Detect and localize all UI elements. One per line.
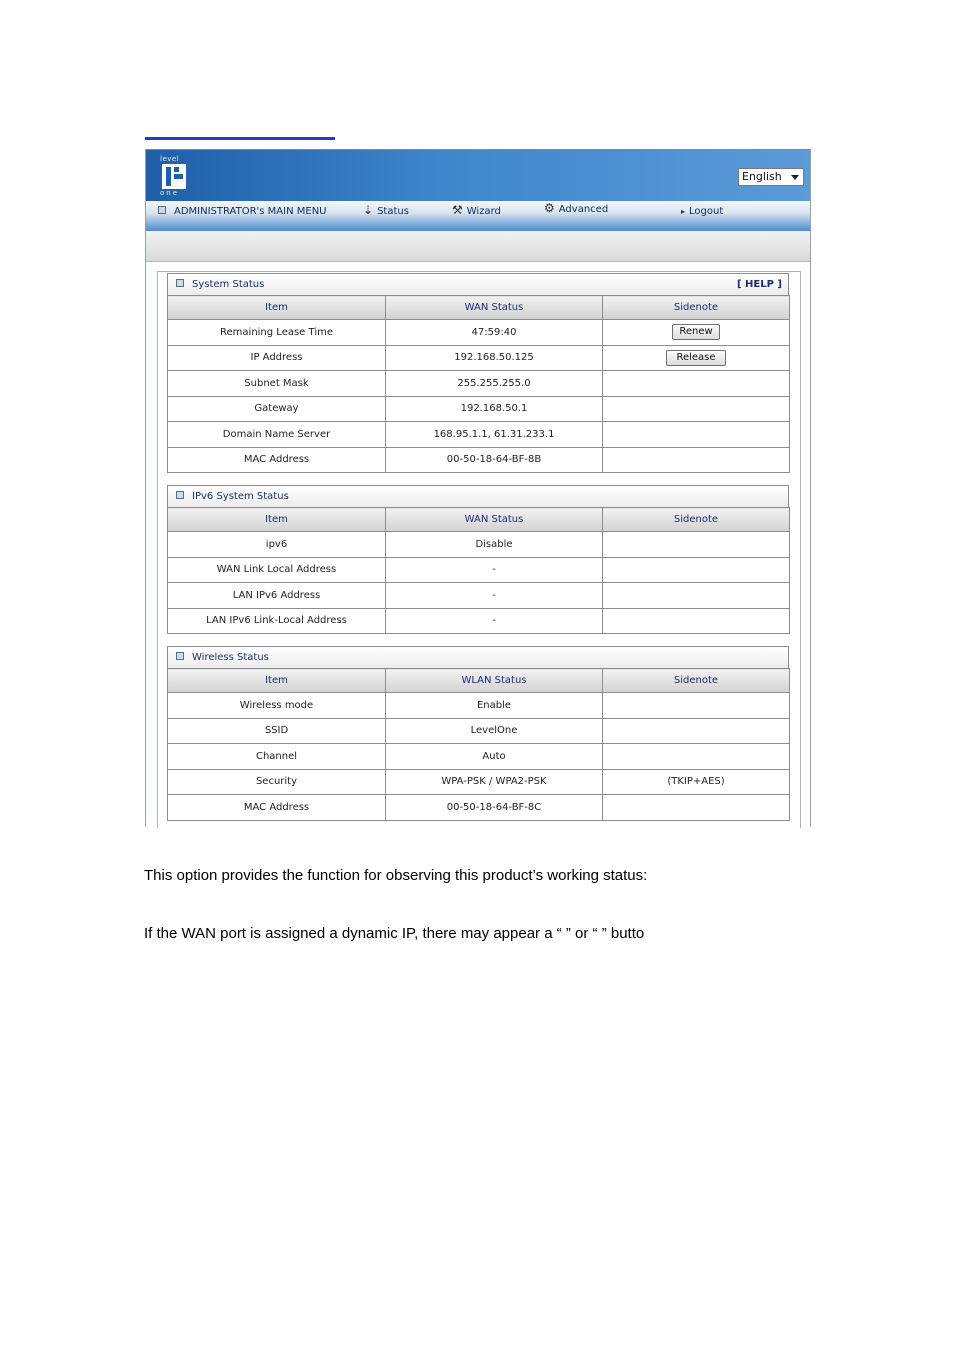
levelone-logo: level one <box>160 155 190 199</box>
menu-wizard[interactable]: ⚒ Wizard <box>452 203 501 217</box>
square-bullet-icon <box>176 279 184 287</box>
column-header: Sidenote <box>603 669 790 693</box>
table-row: Wireless mode Enable <box>168 693 790 719</box>
table-row: Security WPA-PSK / WPA2-PSK (TKIP+AES) <box>168 769 790 795</box>
column-header: Item <box>168 508 386 532</box>
arrow-right-icon: ▸ <box>681 207 686 216</box>
menu-advanced[interactable]: ⚙ Advanced <box>544 201 609 215</box>
column-header: WLAN Status <box>386 669 603 693</box>
column-header: Sidenote <box>603 296 790 320</box>
advanced-icon: ⚙ <box>544 201 555 215</box>
page-title-bar <box>146 231 810 262</box>
ipv6-status-header: IPv6 System Status <box>167 485 789 507</box>
body-paragraph-1: This option provides the function for observing this product’s working status: <box>144 867 648 884</box>
table-row: Gateway 192.168.50.1 <box>168 396 790 422</box>
help-link[interactable]: [ HELP ] <box>736 279 782 290</box>
table-row: Domain Name Server 168.95.1.1, 61.31.233.1 <box>168 422 790 448</box>
renew-button[interactable]: Renew <box>672 324 720 340</box>
system-status-table <box>167 295 790 473</box>
menu-logout[interactable]: ▸ Logout <box>681 206 724 217</box>
chevron-down-icon <box>791 175 799 180</box>
menu-status[interactable]: ⇣ Status <box>363 203 409 217</box>
wireless-status-section <box>167 646 789 821</box>
language-select[interactable]: English <box>738 168 804 186</box>
column-header: Sidenote <box>603 508 790 532</box>
release-button[interactable]: Release <box>666 350 726 366</box>
body-paragraph-2: If the WAN port is assigned a dynamic IP, there may appear a “ ” or “ ” butto <box>144 925 645 942</box>
main-menu <box>146 201 810 231</box>
square-bullet-icon <box>176 652 184 660</box>
column-header: Item <box>168 669 386 693</box>
status-icon: ⇣ <box>363 203 374 217</box>
ipv6-status-section <box>167 485 789 634</box>
system-status-header: System Status [ HELP ] <box>167 273 789 295</box>
table-row: WAN Link Local Address - <box>168 557 790 583</box>
logo-mark-icon <box>162 164 186 189</box>
table-row: LAN IPv6 Address - <box>168 583 790 609</box>
table-row: Remaining Lease Time 47:59:40 Renew <box>168 320 790 346</box>
system-status-section <box>167 273 789 473</box>
table-row: SSID LevelOne <box>168 718 790 744</box>
router-status-screenshot <box>145 149 811 827</box>
wizard-icon: ⚒ <box>452 203 463 217</box>
table-row: LAN IPv6 Link-Local Address - <box>168 608 790 634</box>
wireless-status-header: Wireless Status <box>167 646 789 668</box>
column-header: WAN Status <box>386 296 603 320</box>
table-row: Subnet Mask 255.255.255.0 <box>168 371 790 397</box>
square-bullet-icon <box>158 206 166 214</box>
table-row: MAC Address 00-50-18-64-BF-8C <box>168 795 790 821</box>
column-header: Item <box>168 296 386 320</box>
square-bullet-icon <box>176 491 184 499</box>
table-row: ipv6 Disable <box>168 532 790 558</box>
header-bar <box>146 149 810 202</box>
table-row: Channel Auto <box>168 744 790 770</box>
table-row: IP Address 192.168.50.125 Release <box>168 345 790 371</box>
column-header: WAN Status <box>386 508 603 532</box>
menu-admin[interactable]: ADMINISTRATOR's MAIN MENU <box>158 206 327 217</box>
table-row: MAC Address 00-50-18-64-BF-8B <box>168 447 790 473</box>
ipv6-status-table <box>167 507 790 634</box>
wireless-status-table <box>167 668 790 821</box>
top-underline <box>145 137 335 140</box>
